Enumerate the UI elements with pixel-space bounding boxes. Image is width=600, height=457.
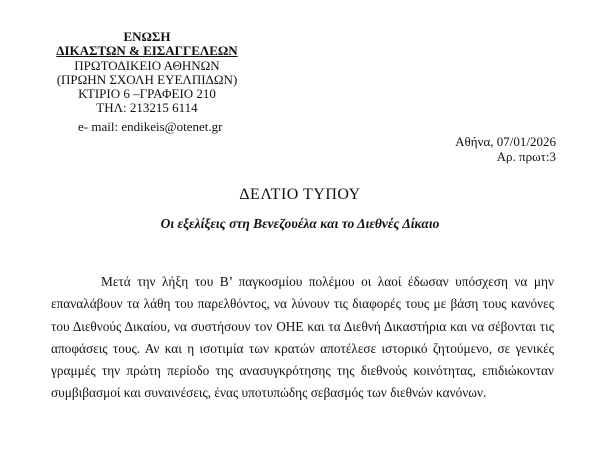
date-block xyxy=(455,134,556,164)
letterhead-email: e- mail: endikeis@otenet.gr xyxy=(78,119,223,134)
letterhead-court: ΠΡΩΤΟΔΙΚΕΙΟ ΑΘΗΝΩΝ xyxy=(74,57,220,73)
letterhead-union: ΕΝΩΣΗ xyxy=(123,29,171,44)
letterhead-former-school: (ΠΡΩΗΝ ΣΧΟΛΗ ΕΥΕΛΠΙΔΩΝ) xyxy=(56,71,238,87)
document-subtitle: Οι εξελίξεις στη Βενεζουέλα και το Διεθνές Δίκαιο xyxy=(160,216,440,231)
letterhead-office: ΚΤΙΡΙΟ 6 –ΓΡΑΦΕΙΟ 210 xyxy=(78,86,216,102)
letterhead-organization: ΔΙΚΑΣΤΩΝ & ΕΙΣΑΓΓΕΛΕΩΝ xyxy=(56,43,238,59)
document-title: ΔΕΛΤΙΟ ΤΥΠΟΥ xyxy=(239,186,361,203)
letterhead xyxy=(52,30,242,116)
place-date: Αθήνα, 07/01/2026 xyxy=(455,134,556,149)
letterhead-phone: ΤΗΛ: 213215 6114 xyxy=(96,100,198,116)
protocol-number: Αρ. πρωτ:3 xyxy=(496,149,556,164)
body-paragraph: Μετά την λήξη του Β’ παγκοσμίου πολέμου οι λαοί έδωσαν υπόσχεση να μην επαναλάβουν τα λάθη του παρελθόντος, να λύνουν τις διαφορές τους με βάση τους κανόνες του Διεθνούς Δικαίου, να συστήσουν τον ΟΗΕ και τα Διεθνή Δικαστήρια και να σέβονται τις αποφάσεις τους. Αν και η ισοτιμία των κρατών αποτέλεσε ιστορικό ζητούμενο, σε γενικές γραμμές την πρώτη περίοδο της ανασυγκρότησης της διεθνούς κοινότητας, επιδιώκονταν συμβιβασμοί και συναινέσεις, ένας υποτυπώδης σεβασμός των διεθνών κανόνων. xyxy=(51,274,554,401)
